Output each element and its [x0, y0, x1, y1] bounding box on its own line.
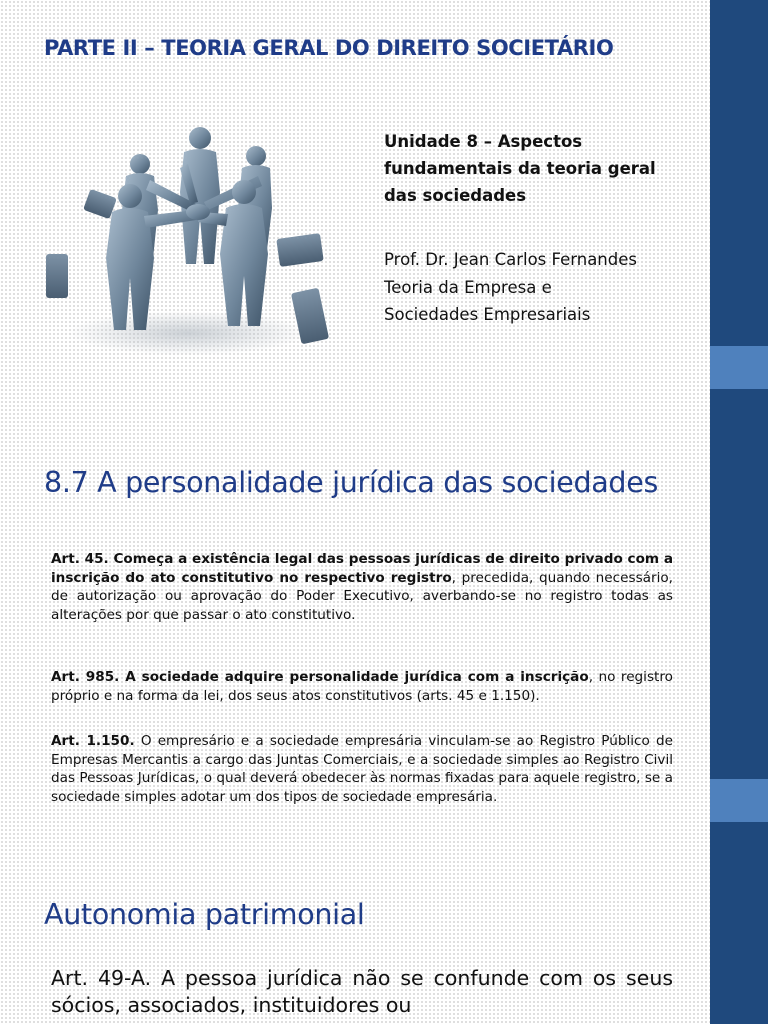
- professor-line: Prof. Dr. Jean Carlos Fernandes: [384, 250, 637, 269]
- business-team-handshake-illustration: [28, 118, 358, 368]
- article-45-bold: Art. 45. Começa a existência legal das pessoas jurídicas de direito privado com a inscrição do ato constitutivo no respectivo registro: [51, 551, 673, 586]
- course-line: Sociedades Empresariais: [384, 305, 591, 324]
- article-985-bold: Art. 985. A sociedade adquire personalidade jurídica com a inscrição: [51, 669, 589, 685]
- article-45-text: , precedida, quando necessário, de autorização ou aprovação do Poder Executivo, averbando-se no registro todas as alterações por que passar o ato constitutivo.: [51, 569, 673, 624]
- article-1150-bold: Art. 1.150.: [51, 733, 135, 749]
- article-985-text: , no registro próprio e na forma da lei, dos seus atos constitutivos (arts. 45 e 1.150).: [51, 669, 673, 704]
- autonomy-heading: Autonomia patrimonial: [44, 898, 365, 931]
- article-1150-text: O empresário e a sociedade empresária vinculam-se ao Registro Público de Empresas Mercantis a cargo das Juntas Comerciais, e a sociedade simples ao Registro Civil das Pessoas Jurídicas, o qual deverá obedecer às normas fixadas para aquele registro, se a sociedade simples adotar um dos tipos de sociedade empresária.: [51, 733, 673, 806]
- article-49a-paragraph: Art. 49-A. A pessoa jurídica não se confunde com os seus sócios, associados, instituidores ou: [51, 966, 673, 1017]
- unit-title: Unidade 8 – Aspectos fundamentais da teoria geral das sociedades: [384, 132, 656, 205]
- sidebar-accent-band: [710, 779, 768, 822]
- slide-title: PARTE II – TEORIA GERAL DO DIREITO SOCIETÁRIO: [44, 36, 614, 60]
- article-985-paragraph: [51, 668, 673, 705]
- right-sidebar-bar: [710, 0, 768, 1024]
- article-45-paragraph: [51, 550, 673, 625]
- sidebar-accent-band: [710, 346, 768, 389]
- course-line: Teoria da Empresa e: [384, 277, 552, 297]
- article-1150-paragraph: [51, 732, 673, 807]
- section-heading: 8.7 A personalidade jurídica das sociedades: [44, 466, 658, 499]
- professor-info: [384, 246, 694, 329]
